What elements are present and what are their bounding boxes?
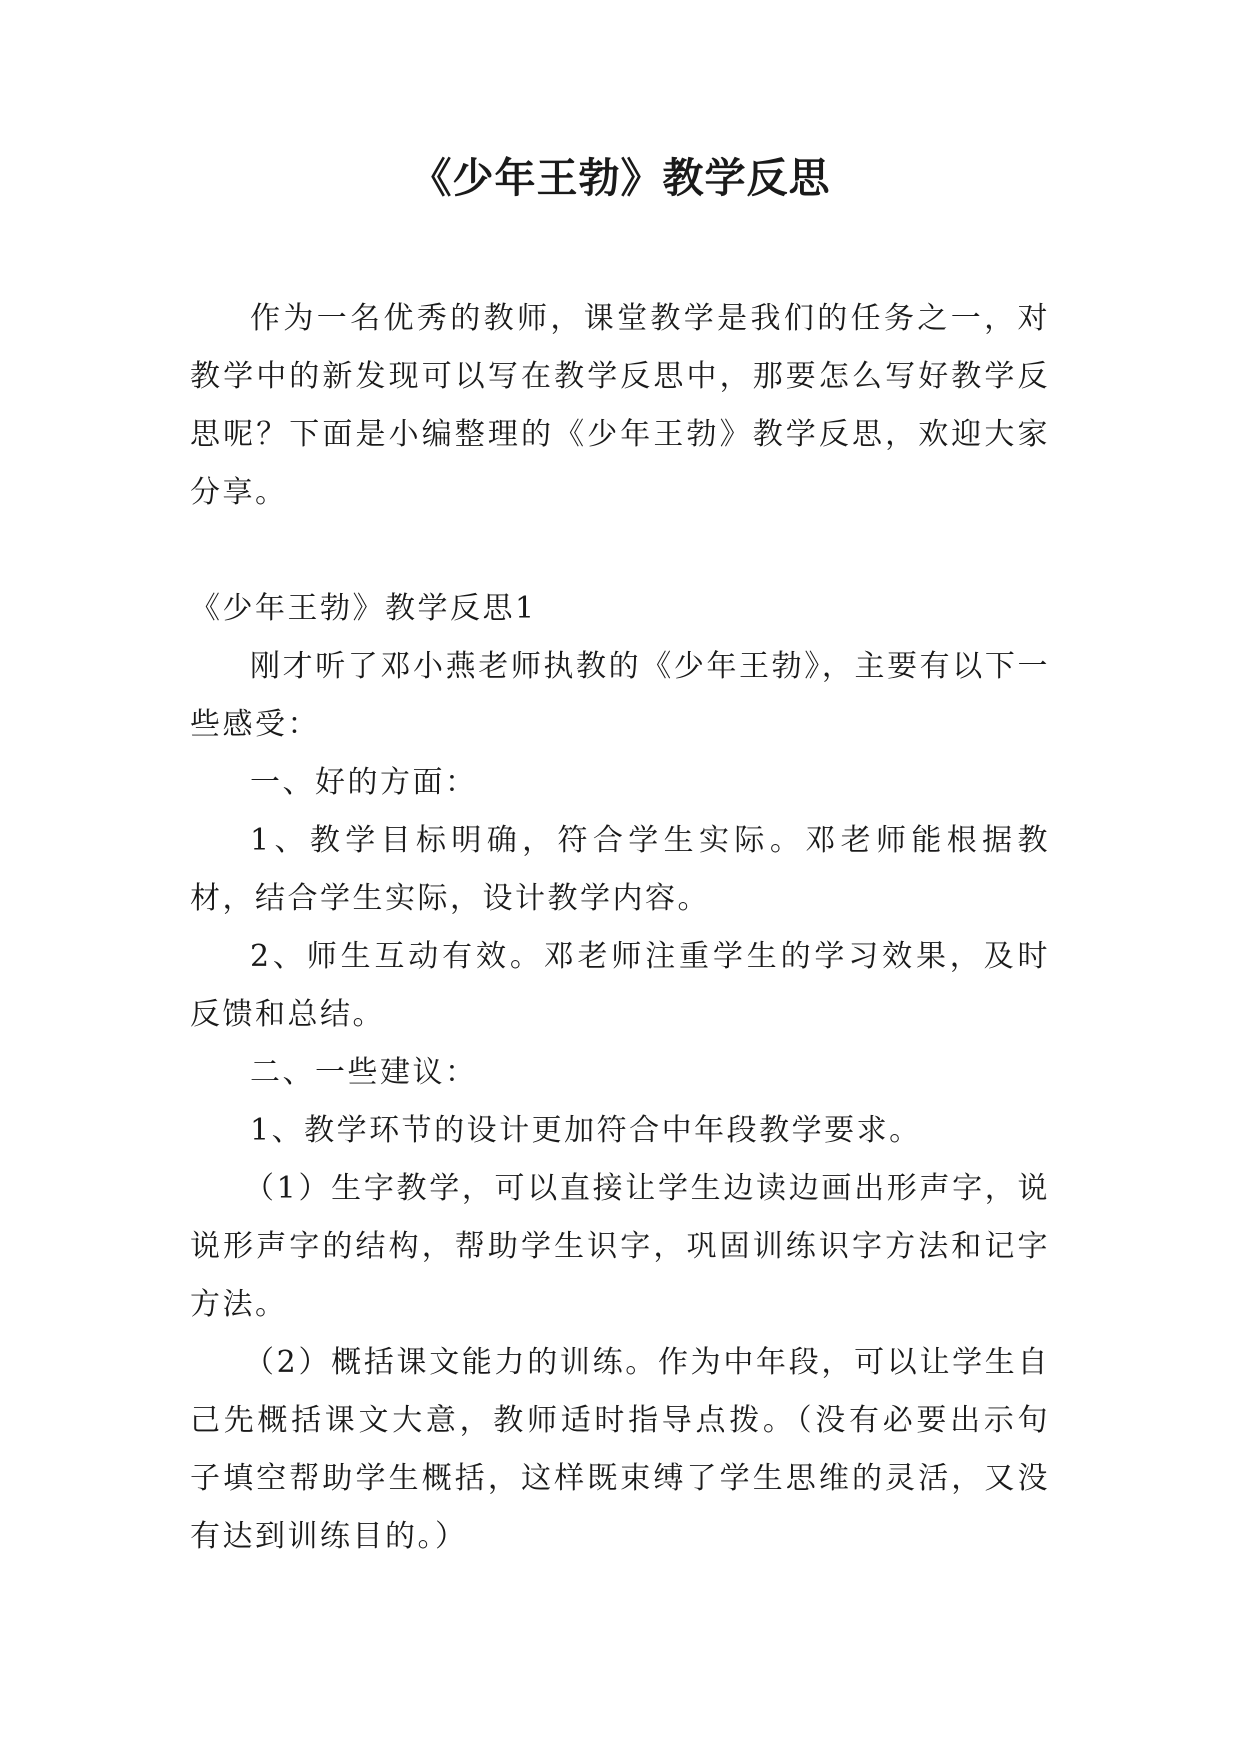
body-paragraph: （1）生字教学，可以直接让学生边读边画出形声字，说说形声字的结构，帮助学生识字，巩固训练识字方法和记字方法。 [190,1171,1050,1322]
subheading-suggestions: 二、一些建议： [250,1055,478,1090]
section-heading: 《少年王勃》教学反思1 [190,591,537,626]
document-title: 《少年王勃》教学反思 [410,154,831,202]
subheading-good-aspects: 一、好的方面： [250,765,478,800]
body-paragraph: 1、教学目标明确，符合学生实际。邓老师能根据教材，结合学生实际，设计教学内容。 [190,823,1050,916]
body-paragraph: （2）概括课文能力的训练。作为中年段，可以让学生自己先概括课文大意，教师适时指导点拨。（没有必要出示句子填空帮助学生概括，这样既束缚了学生思维的灵活，又没有达到训练目的。） [190,1345,1050,1554]
body-paragraph: 2、师生互动有效。邓老师注重学生的学习效果，及时反馈和总结。 [190,939,1050,1032]
body-paragraph: 1、教学环节的设计更加符合中年段教学要求。 [250,1113,922,1148]
body-paragraph: 刚才听了邓小燕老师执教的《少年王勃》，主要有以下一些感受： [190,649,1050,742]
intro-paragraph: 作为一名优秀的教师，课堂教学是我们的任务之一，对教学中的新发现可以写在教学反思中，那要怎么写好教学反思呢？下面是小编整理的《少年王勃》教学反思，欢迎大家分享。 [190,301,1050,510]
document-body [190,290,1050,1566]
